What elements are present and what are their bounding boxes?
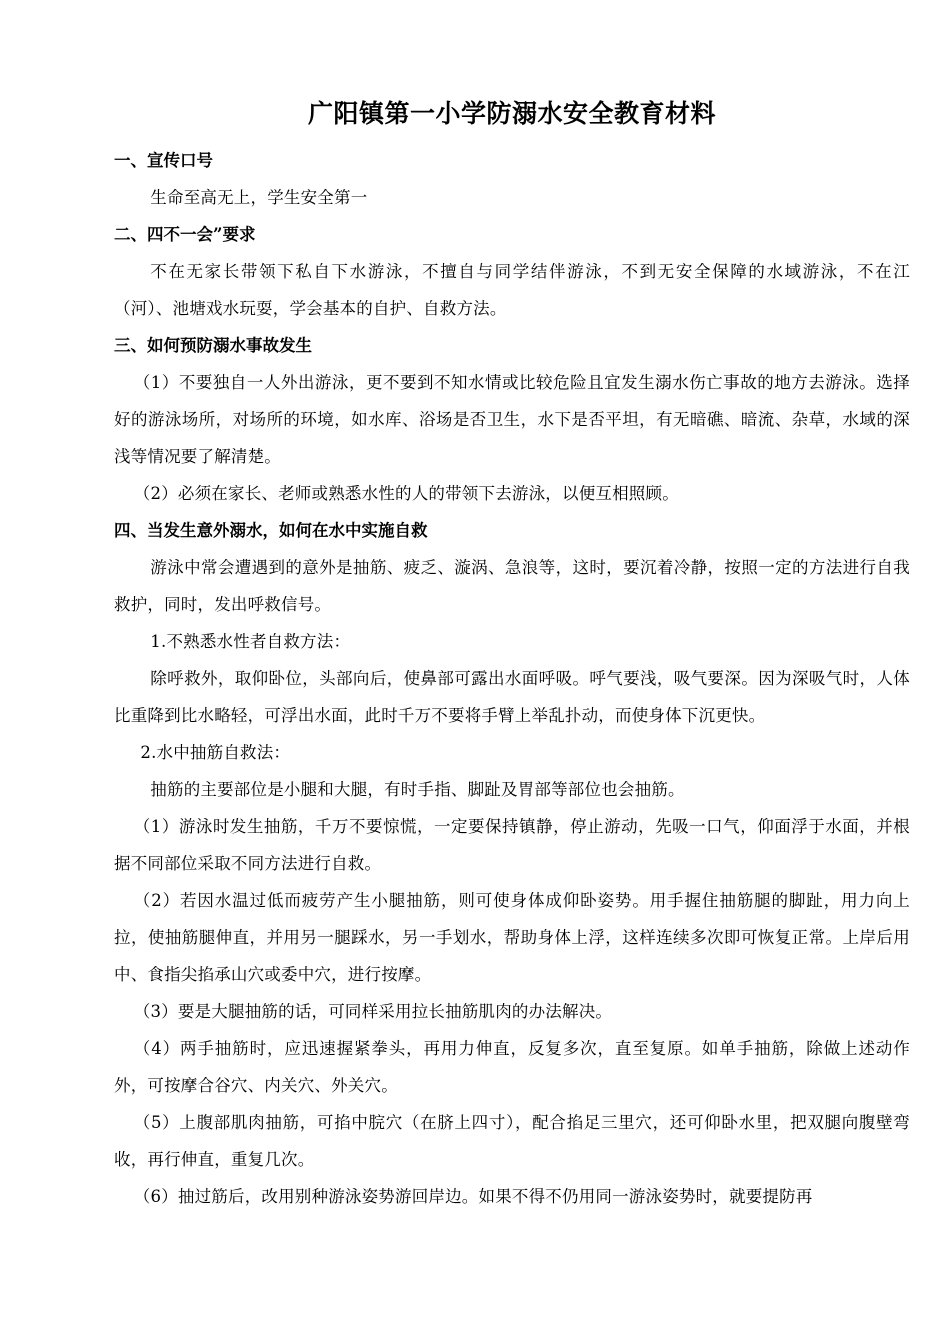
cramp-item-1: （1）游泳时发生抽筋，千万不要惊慌，一定要保持镇静，停止游动，先吸一口气，仰面浮于水面，并根据不同部位采取不同方法进行自救。: [114, 817, 910, 873]
cramp-item-4: （4）两手抽筋时，应迅速握紧拳头，再用力伸直，反复多次，直至复原。如单手抽筋，除做上述动作外，可按摩合谷穴、内关穴、外关穴。: [114, 1039, 910, 1095]
self-rescue-intro: 游泳中常会遭遇到的意外是抽筋、疲乏、漩涡、急浪等，这时，要沉着冷静，按照一定的方法进行自我救护，同时，发出呼救信号。: [114, 558, 910, 614]
section-heading-slogan: 一、宣传口号: [114, 151, 213, 170]
section-heading-self-rescue: 四、当发生意外溺水，如何在水中实施自救: [114, 521, 428, 540]
document-page: [114, 96, 910, 1215]
requirements-text: 不在无家长带领下私自下水游泳，不擅自与同学结伴游泳，不到无安全保障的水域游泳，不在江（河）、池塘戏水玩耍，学会基本的自护、自救方法。: [114, 262, 910, 318]
section-heading-prevention: 三、如何预防溺水事故发生: [114, 336, 312, 355]
cramp-item-2: （2）若因水温过低而疲劳产生小腿抽筋，则可使身体成仰卧姿势。用手握住抽筋腿的脚趾，用力向上拉，使抽筋腿伸直，并用另一腿踩水，另一手划水，帮助身体上浮，这样连续多次即可恢复正常。上岸后用中、食指尖掐承山穴或委中穴，进行按摩。: [114, 891, 910, 984]
prevention-item-2: （2）必须在家长、老师或熟悉水性的人的带领下去游泳，以便互相照顾。: [133, 484, 679, 503]
document-title: 广阳镇第一小学防溺水安全教育材料: [307, 99, 716, 128]
slogan-text: 生命至高无上，学生安全第一: [150, 188, 368, 207]
prevention-item-1: （1）不要独自一人外出游泳，更不要到不知水情或比较危险且宜发生溺水伤亡事故的地方去游泳。选择好的游泳场所，对场所的环境，如水库、浴场是否卫生，水下是否平坦，有无暗礁、暗流、杂草，水域的深浅等情况要了解清楚。: [114, 373, 910, 466]
section-heading-requirements: 二、四不一会”要求: [114, 225, 256, 244]
subheading-cramp: 2.水中抽筋自救法：: [140, 743, 291, 762]
cramp-intro: 抽筋的主要部位是小腿和大腿，有时手指、脚趾及胃部等部位也会抽筋。: [150, 780, 685, 799]
cramp-item-6: （6）抽过筋后，改用别种游泳姿势游回岸边。如果不得不仍用同一游泳姿势时，就要提防再: [133, 1187, 813, 1206]
cramp-item-3: （3）要是大腿抽筋的话，可同样采用拉长抽筋肌肉的办法解决。: [133, 1002, 613, 1021]
cramp-item-5: （5）上腹部肌肉抽筋，可掐中脘穴（在脐上四寸），配合掐足三里穴，还可仰卧水里，把双腿向腹壁弯收，再行伸直，重复几次。: [114, 1113, 910, 1169]
non-swimmer-method: 除呼救外，取仰卧位，头部向后，使鼻部可露出水面呼吸。呼气要浅，吸气要深。因为深吸气时，人体比重降到比水略轻，可浮出水面，此时千万不要将手臂上举乱扑动，而使身体下沉更快。: [114, 669, 910, 725]
subheading-non-swimmer: 1.不熟悉水性者自救方法：: [150, 632, 351, 651]
